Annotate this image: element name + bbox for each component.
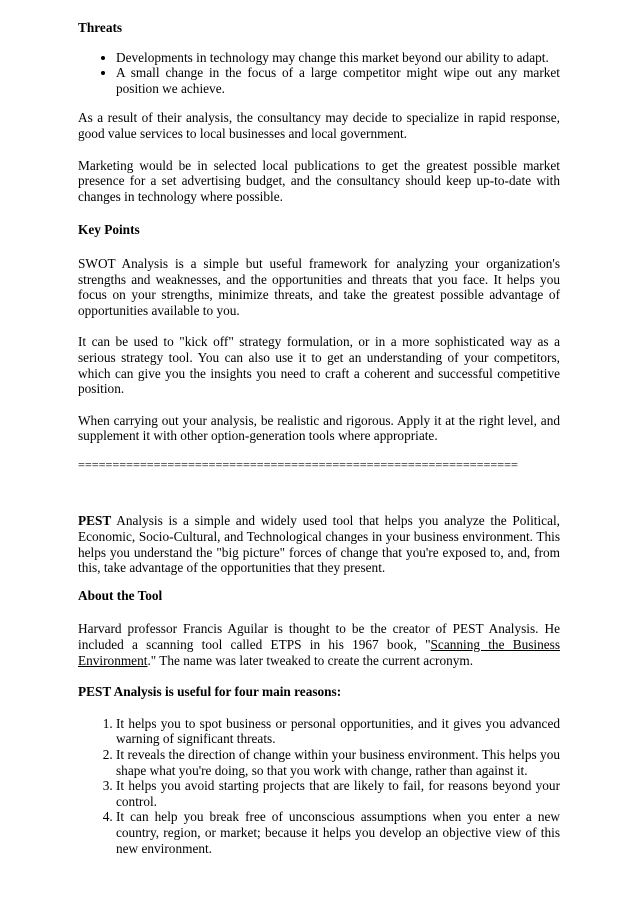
threats-bullet: • A small change in the focus of a large competitor might wipe out any market position we achieve. [116,65,560,96]
reason-item: 2. It reveals the direction of change within your business environment. This helps you shape what you're doing, so that you work with change, rather than against it. [116,747,560,778]
pest-intro-paragraph [78,513,560,575]
threats-heading: Threats [78,20,123,35]
key-points-paragraph: When carrying out your analysis, be realistic and rigorous. Apply it at the right level, and supplement it with other option-generation tools where appropriate. [78,412,560,444]
reason-item: 3. It helps you avoid starting projects that are likely to fail, for reasons beyond your control. [116,778,560,809]
key-points-heading: Key Points [78,222,140,238]
about-tool-heading: About the Tool [78,587,163,603]
reason-item: 4. It can help you break free of unconscious assumptions when you enter a new country, region, or market; because it helps you develop an objective view of this new environment. [116,809,560,856]
separator-line: ================================================================ [78,457,518,472]
about-tool-text: Harvard professor Francis Aguilar is thought to be the creator of PEST Analysis. He included a scanning tool called ETPS in his 1967 book, " [78,621,560,653]
about-tool-text-end: ." The name was later tweaked to create the current acronym. [147,652,474,668]
pest-intro-text: Analysis is a simple and widely used tool that helps you analyze the Political, Economic, Socio-Cultural, and Technological changes in your business environment. This helps you understand the "big picture" forces of change that you're exposed to, and, from this, take advantage of the opportunities that they present. [78,513,560,576]
reasons-list [78,716,560,856]
marketing-paragraph: Marketing would be in selected local publications to get the greatest possible market presence for a set advertising budget, and the consultancy should keep up-to-date with changes in technology where possible. [78,157,560,204]
reasons-heading: PEST Analysis is useful for four main reasons: [78,684,342,700]
about-tool-paragraph [78,621,560,668]
reason-item: 1. It helps you to spot business or personal opportunities, and it gives you advanced warning of significant threats. [116,716,560,747]
threats-list [78,50,560,97]
scanning-book-link[interactable]: Scanning the Business Environment [78,637,560,668]
key-points-paragraph: SWOT Analysis is a simple but useful framework for analyzing your organization's strengths and weaknesses, and the opportunities and threats that you face. It helps you focus on your strengths, minimize threats, and take the greatest possible advantage of opportunities available to you. [78,255,560,318]
document-page [78,20,560,856]
key-points-paragraph: It can be used to "kick off" strategy formulation, or in a more sophisticated way as a serious strategy tool. You can also use it to get an understanding of your competitors, which can give you the insights you need to craft a coherent and successful competitive position. [78,334,560,397]
pest-term: PEST [78,513,112,529]
threats-bullet: • Developments in technology may change this market beyond our ability to adapt. [116,50,560,66]
analysis-paragraph: As a result of their analysis, the consultancy may decide to specialize in rapid response, good value services to local businesses and local government. [78,110,560,141]
